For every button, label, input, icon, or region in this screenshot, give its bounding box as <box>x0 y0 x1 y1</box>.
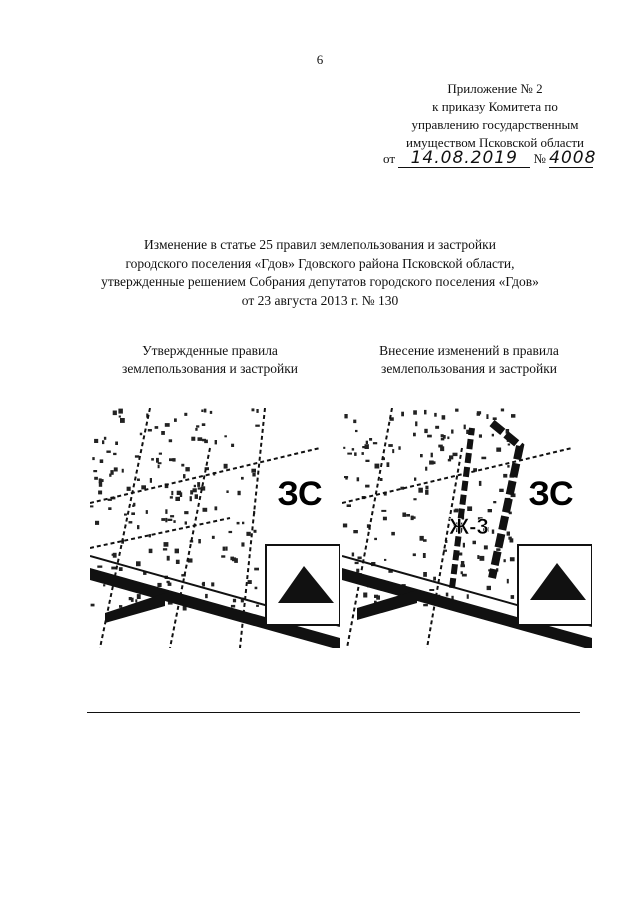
map-speck <box>493 417 497 420</box>
map-speck <box>202 439 206 442</box>
map-speck <box>132 505 134 507</box>
map-speck <box>94 477 98 480</box>
map-speck <box>493 501 496 503</box>
map-speck <box>137 525 139 529</box>
map-speck <box>191 437 195 441</box>
map-speck <box>159 453 162 455</box>
map-speck <box>131 512 135 515</box>
map-speck <box>177 491 181 495</box>
arrow-symbol <box>105 593 165 623</box>
map-speck <box>344 414 347 418</box>
map-speck <box>97 566 102 568</box>
page-number: 6 <box>316 52 324 67</box>
map-speck <box>135 599 137 602</box>
map-speck <box>406 514 410 517</box>
map-speck <box>453 453 458 456</box>
map-speck <box>451 430 453 434</box>
map-speck <box>226 490 228 493</box>
map-speck <box>467 506 472 511</box>
map-speck <box>93 470 97 472</box>
map-speck <box>215 506 218 510</box>
number-prefix: № <box>533 151 546 166</box>
map-speck <box>91 604 95 607</box>
map-speck <box>202 423 206 426</box>
map-speck <box>425 486 428 490</box>
map-speck <box>127 487 131 491</box>
map-speck <box>508 444 510 446</box>
map-speck <box>251 469 256 473</box>
map-speck <box>435 426 439 429</box>
map-speck <box>211 582 214 586</box>
map-speck <box>355 562 359 564</box>
map-speck <box>411 516 414 521</box>
map-speck <box>157 583 161 587</box>
map-speck <box>255 425 259 427</box>
map-speck <box>477 555 479 559</box>
map-speck <box>158 462 162 464</box>
map-speck <box>358 557 362 560</box>
map-speck <box>477 411 481 414</box>
map-speck <box>174 418 177 422</box>
map-speck <box>114 467 118 471</box>
order-number-handwritten: 4008 <box>549 148 597 168</box>
map-speck <box>193 488 197 492</box>
map-speck <box>129 597 132 600</box>
map-speck <box>455 509 459 512</box>
map-fragment-amended <box>342 408 592 648</box>
map-speck <box>413 553 416 556</box>
map-speck <box>111 567 116 570</box>
date-prefix: от <box>383 151 396 166</box>
appendix-line: к приказу Комитета по <box>432 99 558 114</box>
map-speck <box>176 560 180 564</box>
map-speck <box>365 460 369 462</box>
map-speck <box>151 458 154 461</box>
map-speck <box>168 519 173 521</box>
map-speck <box>233 599 236 603</box>
amended-rules-map <box>342 408 592 648</box>
map-speck <box>473 541 477 545</box>
map-speck <box>504 559 506 562</box>
map-speck <box>205 594 208 598</box>
map-speck <box>391 532 395 536</box>
map-speck <box>165 423 170 427</box>
map-speck <box>479 434 482 437</box>
map-speck <box>383 517 387 521</box>
map-speck <box>353 530 358 533</box>
map-speck <box>161 518 165 521</box>
map-speck <box>486 414 488 419</box>
map-speck <box>373 442 377 444</box>
map-speck <box>345 476 347 480</box>
map-speck <box>463 543 465 548</box>
document-title <box>80 236 560 310</box>
map-speck <box>352 448 354 451</box>
map-speck <box>137 594 141 599</box>
map-speck <box>479 481 482 486</box>
map-speck <box>387 462 390 467</box>
map-speck <box>347 453 352 455</box>
new-zone-boundary <box>492 423 520 578</box>
map-speck <box>238 491 241 495</box>
map-speck <box>115 442 118 446</box>
map-speck <box>215 440 217 444</box>
map-speck <box>201 410 203 413</box>
map-speck <box>231 444 234 447</box>
map-speck <box>462 574 467 577</box>
map-speck <box>175 497 180 501</box>
map-speck <box>380 478 383 481</box>
map-speck <box>122 469 124 473</box>
map-speck <box>398 446 400 450</box>
map-speck <box>224 435 227 437</box>
zone-label-zs: ЗС <box>528 475 574 513</box>
map-speck <box>181 464 184 467</box>
map-speck <box>203 508 208 512</box>
map-speck <box>118 409 123 414</box>
map-speck <box>171 491 173 495</box>
map-speck <box>388 444 393 447</box>
map-speck <box>441 434 444 437</box>
map-speck <box>496 448 501 452</box>
map-speck <box>198 437 203 441</box>
map-speck <box>362 452 364 455</box>
map-speck <box>252 408 255 411</box>
map-speck <box>381 510 386 512</box>
map-speck <box>442 415 446 419</box>
map-speck <box>104 437 106 440</box>
zone-label-zs: ЗС <box>277 475 323 513</box>
appendix-line: Приложение № 2 <box>447 81 543 96</box>
map-speck <box>420 536 424 541</box>
map-speck <box>124 514 127 516</box>
map-speck <box>374 595 378 598</box>
map-speck <box>464 425 466 430</box>
map-speck <box>231 605 235 608</box>
map-speck <box>446 593 449 597</box>
map-speck <box>423 604 428 606</box>
map-speck <box>467 594 469 599</box>
map-speck <box>225 547 227 551</box>
map-speck <box>357 477 360 481</box>
map-speck <box>402 513 406 517</box>
map-speck <box>510 557 515 561</box>
map-speck <box>433 577 436 581</box>
map-speck <box>256 409 258 413</box>
appendix-line: имуществом Псковской области <box>406 135 584 150</box>
map-speck <box>210 411 212 414</box>
map-speck <box>155 426 159 429</box>
map-speck <box>113 453 116 455</box>
order-date-handwritten: 14.08.2019 <box>398 150 530 168</box>
map-speck <box>254 568 259 571</box>
left-map-caption: Утвержденные правила землепользования и застройки <box>121 343 298 376</box>
map-speck <box>185 467 189 471</box>
map-speck <box>347 504 351 507</box>
map-speck <box>487 586 491 590</box>
map-speck <box>254 530 257 533</box>
map-speck <box>420 454 423 457</box>
map-speck <box>365 485 369 488</box>
map-speck <box>194 485 196 487</box>
map-speck <box>429 589 434 591</box>
map-speck <box>499 489 504 492</box>
map-speck <box>496 548 500 551</box>
map-speck <box>212 536 215 539</box>
map-speck <box>135 455 139 457</box>
map-speck <box>481 457 486 460</box>
map-speck <box>92 457 94 460</box>
map-speck <box>401 412 404 417</box>
map-speck <box>352 553 354 557</box>
map-speck <box>366 441 368 444</box>
map-speck <box>185 521 187 524</box>
map-speck <box>413 410 417 414</box>
map-speck <box>204 409 207 413</box>
map-speck <box>375 464 380 469</box>
map-speck <box>423 553 426 558</box>
signature-line <box>87 712 580 713</box>
map-speck <box>106 451 110 453</box>
map-speck <box>190 496 192 501</box>
map-speck <box>256 605 259 607</box>
map-speck <box>455 409 458 412</box>
map-speck <box>392 449 394 453</box>
map-speck <box>246 532 250 536</box>
map-speck <box>175 549 179 554</box>
map-speck <box>432 461 436 464</box>
map-speck <box>90 505 93 507</box>
map-speck <box>197 482 200 487</box>
approved-rules-map <box>90 408 340 648</box>
map-speck <box>353 420 356 424</box>
map-speck <box>508 537 511 540</box>
map-speck <box>173 520 175 523</box>
map-speck <box>140 433 142 436</box>
map-speck <box>415 421 417 426</box>
map-speck <box>414 478 416 481</box>
map-speck <box>507 579 509 584</box>
map-speck <box>184 413 187 416</box>
map-speck <box>374 538 377 540</box>
map-speck <box>440 446 444 451</box>
map-speck <box>413 498 416 500</box>
map-speck <box>169 439 172 442</box>
map-speck <box>198 539 201 543</box>
map-speck <box>431 453 433 458</box>
map-speck <box>369 438 372 441</box>
map-speck <box>252 473 255 477</box>
map-speck <box>492 434 494 437</box>
title-line: городского поселения «Гдов» Гдовского района Псковской области, <box>125 255 515 271</box>
map-speck <box>425 490 428 495</box>
map-speck <box>461 571 463 574</box>
map-speck <box>170 496 173 498</box>
map-fragment-approved <box>90 408 340 648</box>
map-speck <box>161 431 165 435</box>
map-speck <box>94 439 98 443</box>
map-speck <box>507 465 509 468</box>
map-speck <box>156 458 159 463</box>
map-speck <box>99 478 102 483</box>
right-map-caption: Внесение изменений в правила землепользования и застройки <box>379 343 559 376</box>
map-speck <box>241 477 244 480</box>
map-speck <box>165 518 167 522</box>
map-speck <box>484 545 488 549</box>
map-speck <box>511 595 514 599</box>
map-speck <box>108 499 112 501</box>
map-speck <box>110 470 113 475</box>
map-speck <box>461 561 464 565</box>
title-line: Изменение в статье 25 правил землепользования и застройки <box>144 237 496 252</box>
appendix-header <box>380 80 610 152</box>
map-speck <box>221 555 225 557</box>
map-speck <box>447 437 449 440</box>
map-speck <box>95 521 99 525</box>
map-speck <box>119 605 122 608</box>
map-speck <box>424 410 427 415</box>
map-speck <box>184 511 188 514</box>
map-speck <box>158 465 160 468</box>
map-speck <box>460 564 465 567</box>
map-speck <box>98 491 102 495</box>
map-speck <box>148 429 152 432</box>
map-speck <box>384 559 386 561</box>
map-speck <box>354 452 357 456</box>
map-speck <box>237 522 240 525</box>
map-speck <box>108 507 111 510</box>
zone-label-zh3: Ж-3 <box>449 514 489 539</box>
map-speck <box>343 447 345 449</box>
map-speck <box>355 430 358 432</box>
map-speck <box>356 569 359 573</box>
map-speck <box>488 509 492 512</box>
map-speck <box>113 553 117 558</box>
map-speck <box>423 572 427 577</box>
map-speck <box>255 587 258 590</box>
map-speck <box>129 521 133 523</box>
map-speck <box>196 425 199 427</box>
map-speck <box>163 548 167 550</box>
map-speck <box>150 478 152 483</box>
map-speck <box>167 581 170 583</box>
map-speck <box>503 474 507 478</box>
order-date-line <box>383 150 613 168</box>
map-speck <box>223 547 226 551</box>
map-speck <box>149 534 151 537</box>
map-speck <box>136 561 141 566</box>
map-speck <box>434 413 437 417</box>
map-speck <box>195 494 198 499</box>
map-speck <box>195 428 197 431</box>
map-speck <box>149 549 153 553</box>
map-speck <box>183 474 186 478</box>
map-speck <box>164 542 169 547</box>
map-speck <box>229 531 233 533</box>
map-speck <box>170 515 174 517</box>
map-speck <box>363 593 367 598</box>
map-speck <box>102 440 104 444</box>
map-speck <box>511 414 515 418</box>
map-speck <box>427 435 432 438</box>
map-speck <box>119 416 121 418</box>
title-line: от 23 августа 2013 г. № 130 <box>241 292 399 308</box>
map-speck <box>343 524 347 528</box>
map-speck <box>365 444 369 449</box>
map-speck <box>424 429 427 433</box>
map-speck <box>241 542 244 546</box>
map-speck <box>425 467 427 471</box>
map-speck <box>501 409 504 412</box>
map-speck <box>119 567 123 571</box>
map-speck <box>507 532 510 536</box>
map-speck <box>167 556 170 561</box>
map-speck <box>480 556 485 561</box>
map-speck <box>492 530 494 534</box>
map-speck <box>248 580 252 584</box>
map-speck <box>120 418 125 423</box>
map-speck <box>165 509 167 514</box>
map-speck <box>232 557 236 561</box>
map-speck <box>242 522 244 525</box>
map-speck <box>202 583 205 585</box>
map-speck <box>113 411 117 416</box>
title-line: утвержденные решением Собрания депутатов городского поселения «Гдов» <box>101 274 539 289</box>
map-speck <box>146 510 148 514</box>
map-speck <box>418 488 423 493</box>
map-speck <box>441 438 445 441</box>
appendix-line: управлению государственным <box>411 117 579 132</box>
map-speck <box>413 433 416 437</box>
map-speck <box>103 584 105 586</box>
map-speck <box>169 458 173 461</box>
map-speck <box>137 479 140 482</box>
map-speck <box>224 464 228 469</box>
map-speck <box>100 459 104 463</box>
